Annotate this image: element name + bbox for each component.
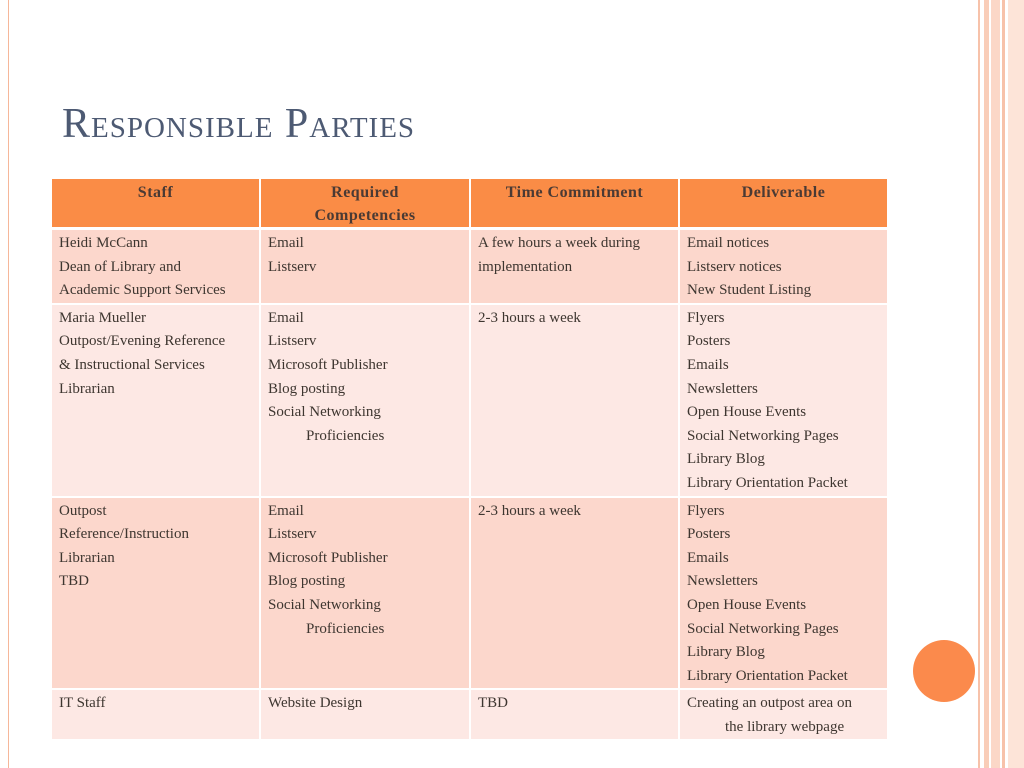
- decorative-orange-circle: [913, 640, 975, 702]
- cell-time-commitment: 2-3 hours a week: [470, 304, 679, 497]
- cell-deliverable: Flyers Posters Emails Newsletters Open House Events Social Networking Pages Library Blog Library Orientation Packet: [679, 497, 887, 690]
- header-time-commitment: Time Commitment: [470, 179, 679, 229]
- table-header-row: [52, 179, 887, 229]
- cell-competencies: Website Design: [260, 689, 470, 740]
- cell-staff: Heidi McCann Dean of Library and Academic Support Services: [52, 229, 260, 304]
- responsible-parties-table: [52, 179, 887, 741]
- decorative-stripe: [978, 0, 980, 768]
- table-row: [52, 229, 887, 304]
- decorative-stripe: [1002, 0, 1005, 768]
- table-row: [52, 689, 887, 740]
- cell-time-commitment: 2-3 hours a week: [470, 497, 679, 690]
- cell-staff: Outpost Reference/Instruction Librarian TBD: [52, 497, 260, 690]
- table-row: [52, 497, 887, 690]
- cell-deliverable: Creating an outpost area on the library webpage: [679, 689, 887, 740]
- header-deliverable: Deliverable: [679, 179, 887, 229]
- cell-staff: Maria Mueller Outpost/Evening Reference & Instructional Services Librarian: [52, 304, 260, 497]
- cell-deliverable: Email notices Listserv notices New Student Listing: [679, 229, 887, 304]
- decorative-stripe: [984, 0, 989, 768]
- cell-time-commitment: A few hours a week during implementation: [470, 229, 679, 304]
- decorative-stripe: [991, 0, 1000, 768]
- cell-staff: IT Staff: [52, 689, 260, 740]
- header-staff: Staff: [52, 179, 260, 229]
- table-row: [52, 304, 887, 497]
- left-border-line: [8, 0, 9, 768]
- cell-time-commitment: TBD: [470, 689, 679, 740]
- responsible-parties-table-wrapper: [52, 179, 887, 741]
- decorative-stripe: [1008, 0, 1024, 768]
- cell-deliverable: Flyers Posters Emails Newsletters Open House Events Social Networking Pages Library Blog Library Orientation Packet: [679, 304, 887, 497]
- cell-competencies: Email Listserv: [260, 229, 470, 304]
- slide-title: Responsible Parties: [62, 101, 416, 147]
- header-required-competencies: Required Competencies: [260, 179, 470, 229]
- cell-competencies: Email Listserv Microsoft Publisher Blog posting Social Networking Proficiencies: [260, 497, 470, 690]
- cell-competencies: Email Listserv Microsoft Publisher Blog posting Social Networking Proficiencies: [260, 304, 470, 497]
